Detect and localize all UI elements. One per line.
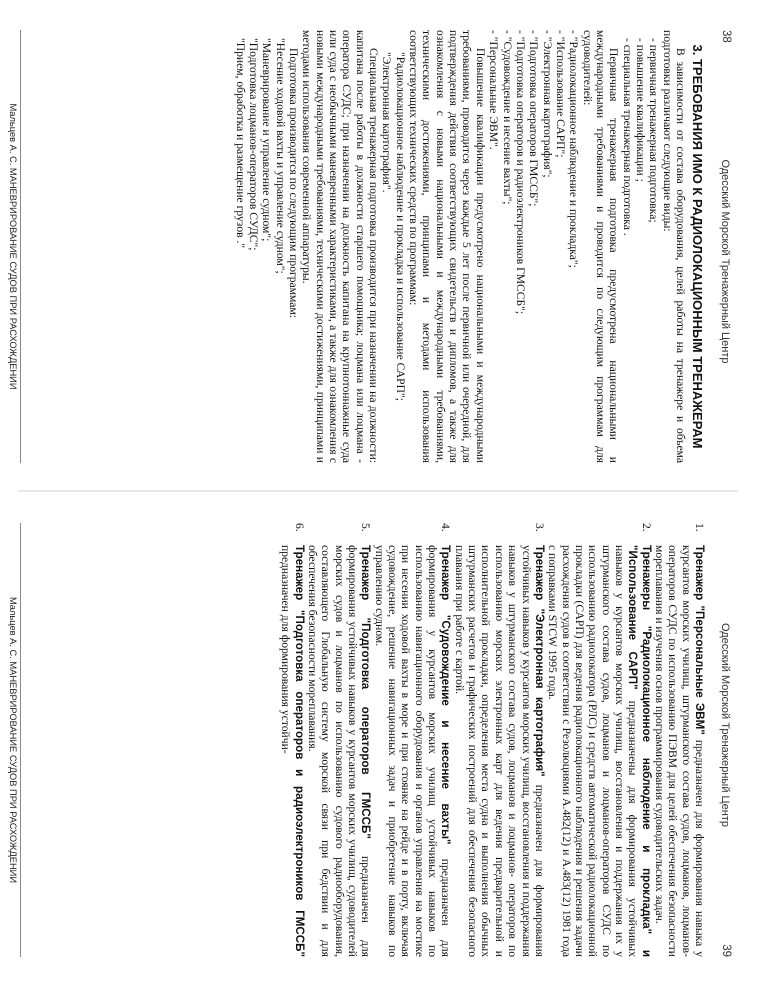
page-left <box>0 0 758 493</box>
item-number: 6. <box>292 523 306 532</box>
paragraph: Подготовка производится по следующим программам: <box>287 48 301 319</box>
item-number: 2. <box>639 523 653 532</box>
list-item: "Подготовка лоцманов-операторов СУДС"; <box>247 38 260 251</box>
item-title: Тренажер "Подготовка операторов ГМССБ" <box>359 545 373 839</box>
list-item: "Электронная картография". <box>380 52 394 193</box>
paragraph: Специальная тренажерная подготовка производится при назначении на должности: капитана после работы в должности старшего помощника; лоцмана или лоцмана - оператора СУДС; при назначении на должность капитана на крупнотоннажные суда или суда с необычными маневренными характеристиками, а также для ознакомления с новыми международными требованиями, техническими достижениями, принципами и методами использования современной аппаратуры. <box>300 30 381 463</box>
list-item: - "Подготовка операторов ГМССБ"; <box>527 30 541 207</box>
page-body <box>233 30 706 463</box>
page-number: 38 <box>720 30 732 43</box>
page-header <box>712 30 732 463</box>
list-item: - "Электронная картография"; <box>540 30 554 178</box>
item-title: Тренажер "Судовождение и несение вахты" <box>439 545 453 845</box>
item-text: предназначен для формирования навыка у курсантов морских училищ, штурманского состава судов, лоцманов, лоцманов-операторов СУДС по использованию ПЭВМ для целей обеспечения безопасности мореплавания и изучения основ программирования судоводительских задач. <box>652 545 706 958</box>
list-item: - первичная тренажерная подготовка; <box>647 38 661 223</box>
list-item: - повышение квалификации ; <box>633 38 647 182</box>
item-text: предназначены для формирования устойчивых навыков у курсантов морских училищ, восстановления и поддержания их у штурманского состава судов, лоцманов и лоцманов-операторов СУДС по использованию радиолокатора (РЛС) и средств автоматической радиолокационной прокладки (САРП) для ведения радиолокационного наблюдения и решения задачи расхождения судов в соответствии с Резолюциями А.482(12) и А.483(12) 1981 года с поправками STCW 1995 года. <box>546 545 640 957</box>
paragraph: В зависимости от состава оборудования, целей работы на тренажере и объема подготовки различают следующие виды: <box>660 30 687 463</box>
list-item: - "Судовождение и несение вахты"; <box>500 30 514 205</box>
item-number: 3. <box>532 523 546 532</box>
page-right <box>0 493 758 987</box>
running-head: Одесский Морской Тренажерный Центр <box>719 159 731 364</box>
running-head: Одесский Морской Тренажерный Центр <box>719 622 731 828</box>
item-number: 5. <box>359 523 373 532</box>
item-text: предназначен для формирования у курсантов морских училищ устойчивых навыков по использованию навигационного оборудования и органов управления на мостике при несении ходовой вахты в море и при стоянке на рейде и в порту, включая судовождение, решение навигационных задач и приобретение навыков по управлению судном. <box>372 545 453 957</box>
item-number: 1. <box>693 523 706 532</box>
item-title: Тренажер "Персональные ЭВМ" <box>693 545 706 735</box>
list-item: - специальная тренажерная подготовка . <box>620 38 634 236</box>
paragraph: Повышение квалификации предусмотрено национальными и международными требованиями, проводится через каждые 5 лет после первичной или очередной, для подтверждения действия соответствующих свидетельств и дипломов, а также для ознакомления с новыми национальными и международными требованиями, техническими достижениями, принципами и методами использования соответствующих технических средств по программам: <box>407 30 487 463</box>
item-title: Тренажеры "Радиолокационное наблюдение и прокладка" и "Использование САРП" <box>626 545 653 957</box>
item-title: Тренажер "Подготовка операторов и радиоэлектроников ГМССБ" <box>292 545 306 957</box>
list-item: - "Радиолокационное наблюдение и прокладка"; <box>567 30 581 268</box>
list-item <box>653 523 706 957</box>
item-text: предназначен для формирования устойчивых навыков у курсантов морских училищ, судоводителей морских судов и лоцманов по использованию судового радиооборудования, составляющего Глобальную систему морской связи при бедствии и для обеспечения безопасности мореплавания. <box>306 545 373 957</box>
list-item: "Маневрирование и управление судном"; <box>260 38 274 242</box>
list-item <box>546 523 653 957</box>
list-item: - "Подготовка операторов и радиоэлектроников ГМССБ"; <box>513 30 527 315</box>
list-item <box>452 523 545 957</box>
spine-divider <box>18 490 738 492</box>
list-item <box>372 523 452 957</box>
list-item: - "Использование САРП"; <box>553 30 567 158</box>
item-text: предназначен для формирования устойчи- <box>279 545 293 754</box>
item-title: Тренажер "Электронная картография" <box>532 545 546 777</box>
page-number: 39 <box>720 944 732 957</box>
list-item: "Радиолокационное наблюдение и прокладка и использование САРП"; <box>393 52 407 401</box>
list-item: - "Персональные ЭВМ". <box>487 30 501 150</box>
chapter-heading: 3. ТРЕБОВАНИЯ ИМО К РАДИОЛОКАЦИОННЫМ ТРЕНАЖЕРАМ <box>690 44 705 449</box>
page-footer: Мальцев А. С. МАНЕВРИРОВАНИЕ СУДОВ ПРИ РАСХОЖДЕНИИ <box>8 30 21 463</box>
page-header <box>712 523 732 957</box>
page-body <box>279 523 706 957</box>
list-item <box>279 523 306 957</box>
list-item: "Прием, обработка и размещение грузов ." <box>233 38 247 249</box>
item-number: 4. <box>439 523 453 532</box>
page-footer: Мальцев А. С. МАНЕВРИРОВАНИЕ СУДОВ ПРИ РАСХОЖДЕНИИ <box>8 523 21 957</box>
paragraph: Первичная тренажерная подготовка предусмотрена национальными и международными требованиями и проводится по следующим программам для судоводителей: <box>580 30 621 463</box>
list-item: "Несение ходовой вахты и управление судном"; <box>273 38 287 274</box>
item-text: предназначен для формирования устойчивых навыков у курсантов морских училищ, восстановления и поддержания навыков у штурманского состава судов, лоцманов и лоцманов- операторов по использованию морских электронных карт для ведения предварительной и исполнительной прокладки, определения места судна и выполнения обычных штурманских расчетов и графических построений для обеспечения безопасного плавания при работе с картой. <box>452 545 546 957</box>
list-item <box>306 523 373 957</box>
